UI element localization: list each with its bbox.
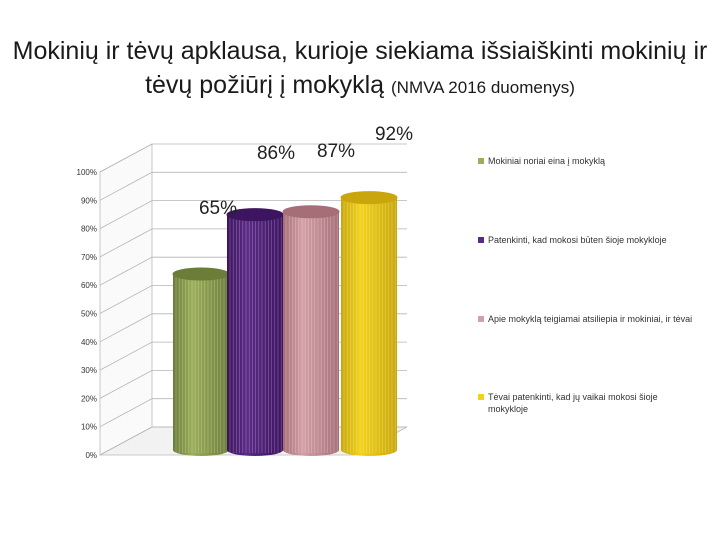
chart-title-source: (NMVA 2016 duomenys) [391,78,575,97]
y-tick-label: 0% [85,451,97,460]
legend-swatch [478,237,484,243]
legend-item [478,391,698,415]
y-tick-label: 40% [80,337,97,347]
legend-item [478,313,698,325]
y-tick-label: 80% [80,224,97,234]
legend-item [478,155,698,167]
y-tick-label: 10% [80,422,97,432]
y-tick-label: 30% [80,366,97,376]
y-tick-label: 90% [80,196,97,206]
legend-item [478,234,698,246]
data-label: 65% [198,198,238,219]
legend-label: Apie mokyklą teigiamai atsiliepia ir mokiniai, ir tėvai [488,314,693,324]
legend-swatch [478,316,484,322]
data-label: 92% [374,124,414,145]
bar-top [283,206,339,218]
legend-label: Patenkinti, kad mokosi būten šioje mokykloje [488,235,667,245]
bar-top [173,268,229,280]
y-tick-label: 60% [80,281,97,291]
y-tick-label: 50% [80,309,97,319]
legend-label: Tėvai patenkinti, kad jų vaikai mokosi šioje mokykloje [488,392,658,414]
legend-swatch [478,394,484,400]
bar-top [341,192,397,204]
legend-swatch [478,158,484,164]
data-label: 86% [256,143,296,164]
legend-label: Mokiniai noriai eina į mokyklą [488,156,606,166]
y-tick-label: 100% [76,168,97,177]
chart-title-main: Mokinių ir tėvų apklausa, kurioje siekiama išsiaiškinti mokinių ir tėvų požiūrį į mokyklą [12,37,708,99]
y-tick-label: 70% [80,252,97,262]
data-label: 87% [316,141,356,162]
y-tick-label: 20% [80,394,97,404]
